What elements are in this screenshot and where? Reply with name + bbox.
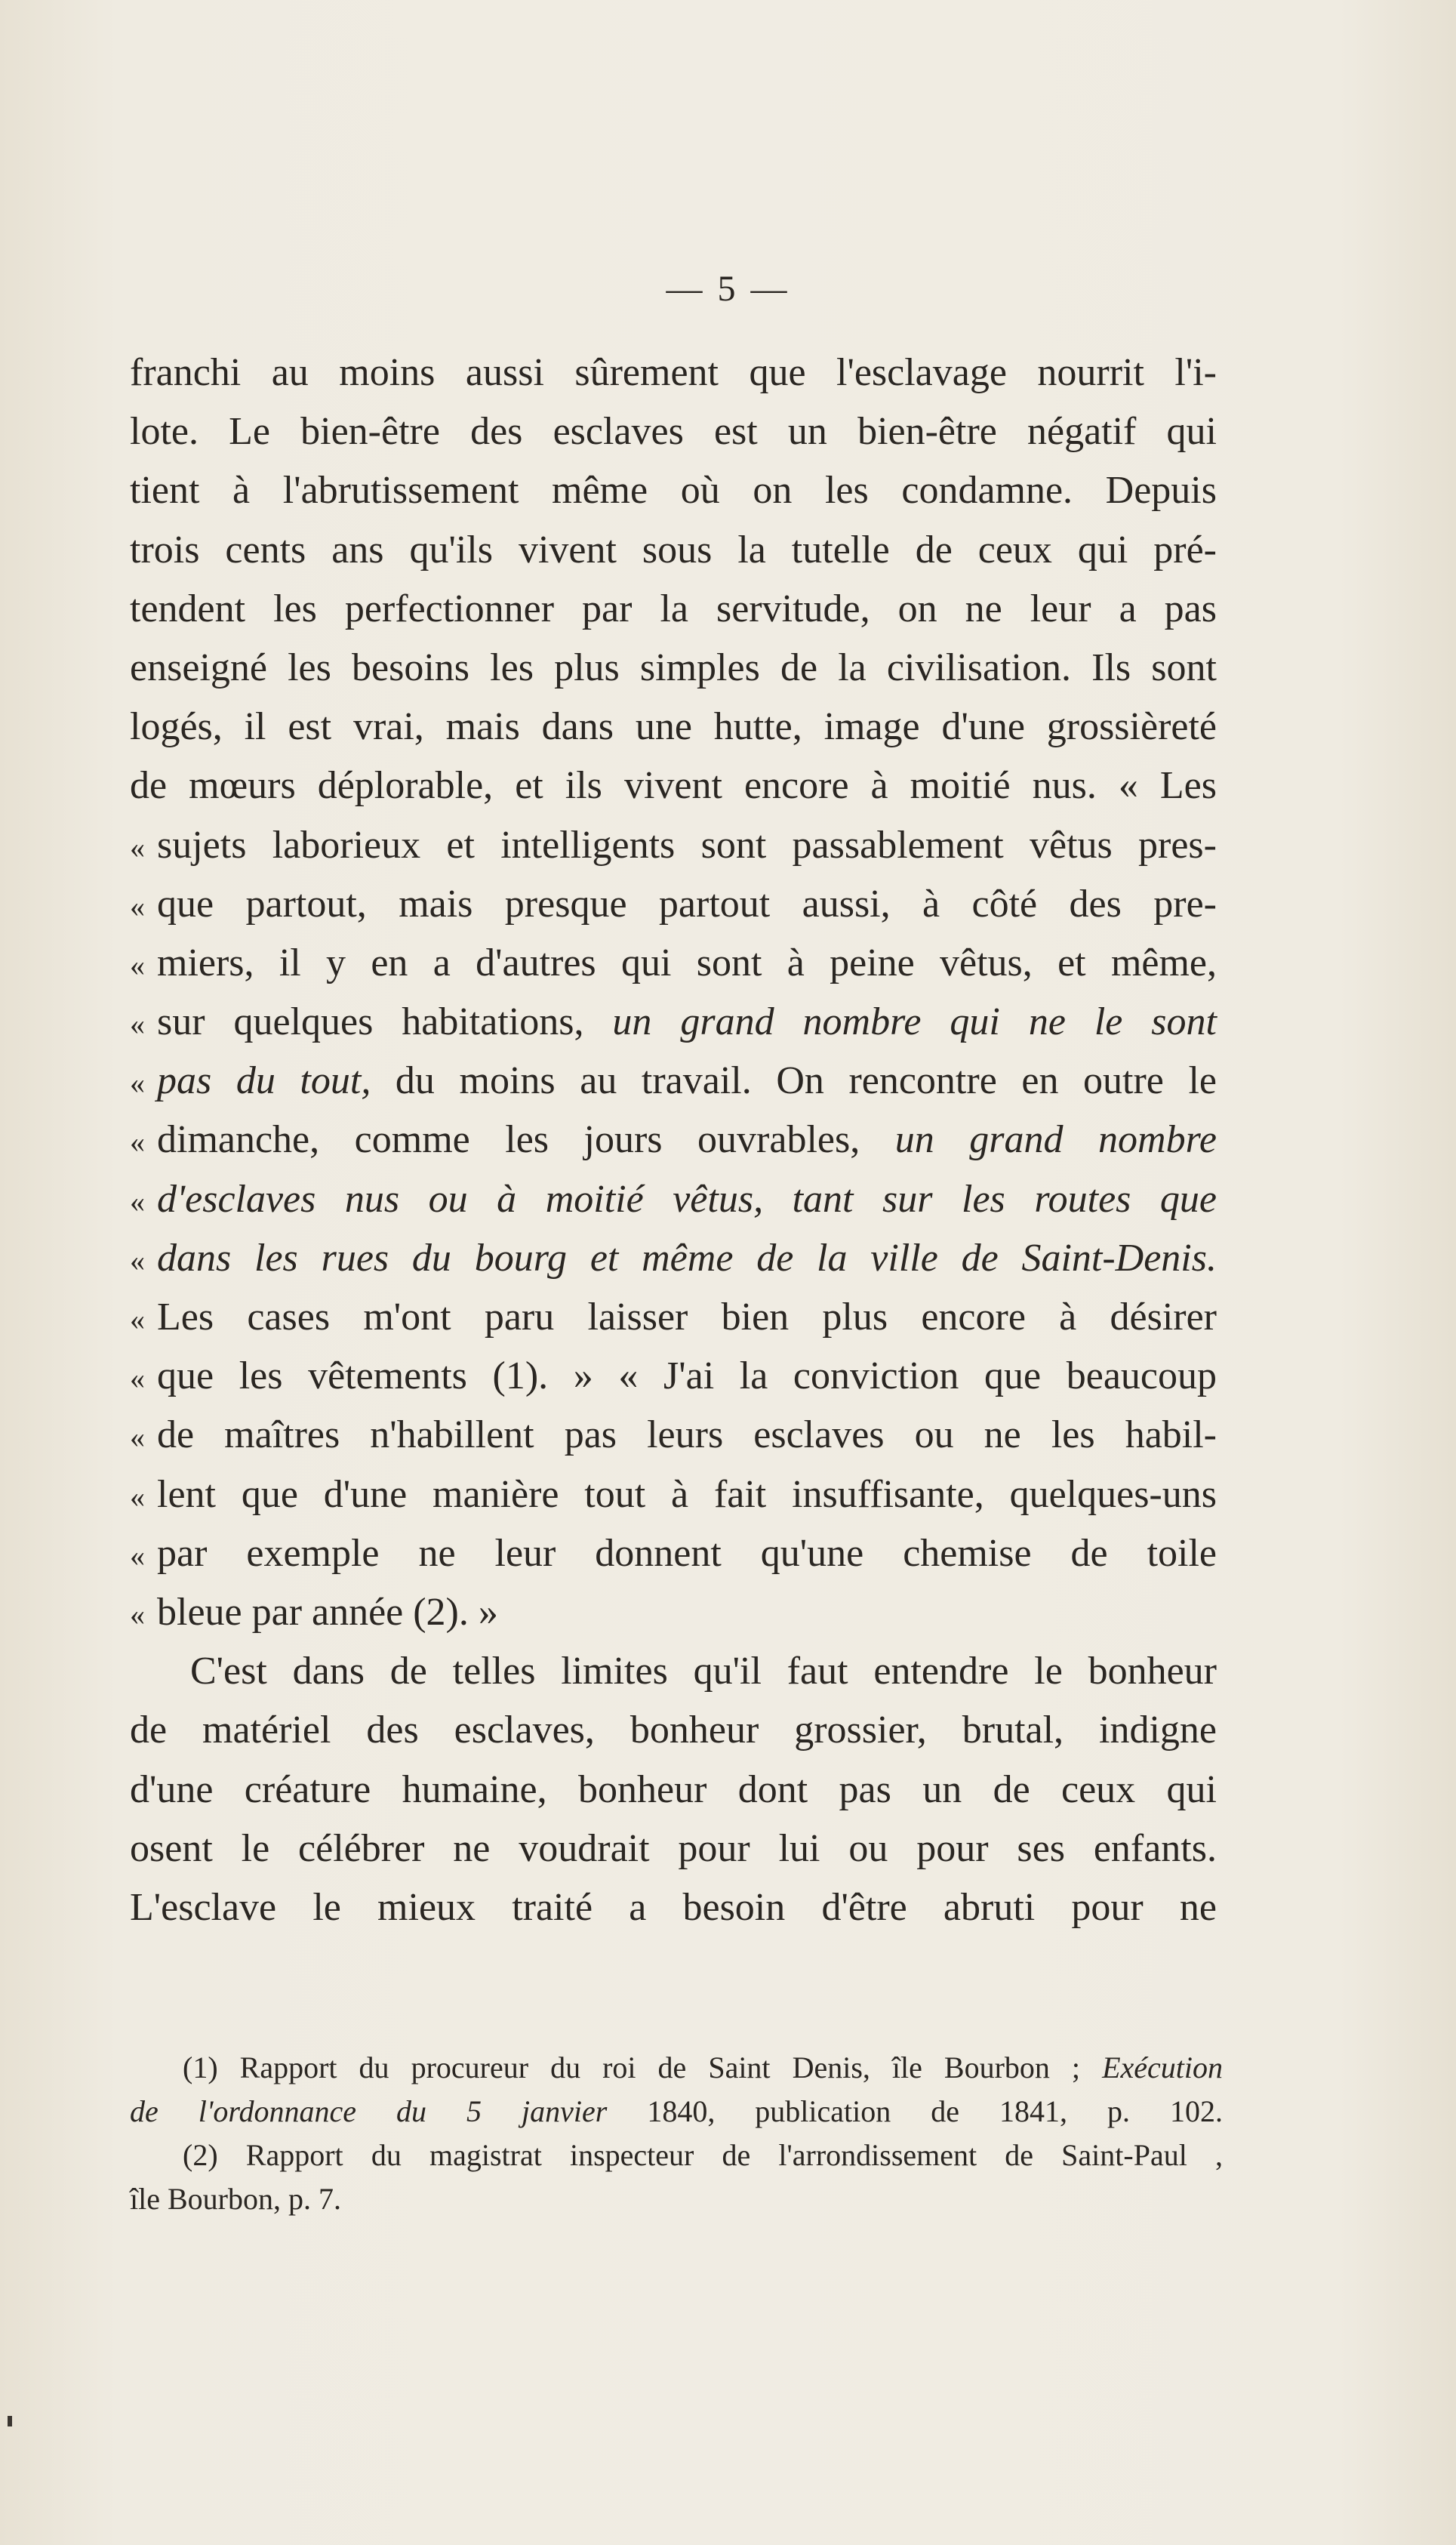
quote-line: [130, 1170, 1217, 1229]
quote-mark: «: [130, 1302, 145, 1336]
quote-line: [130, 1288, 1217, 1347]
text-segment: lent que d'une manière tout à fait insuffisante, quelques-uns: [157, 1472, 1217, 1516]
text-line: lote. Le bien-être des esclaves est un bien-être négatif qui: [130, 410, 1217, 454]
quote-line: [130, 1052, 1217, 1111]
quote-mark: «: [130, 1538, 145, 1573]
quote-mark: «: [130, 1479, 145, 1514]
text-segment: dimanche, comme les jours ouvrables,: [157, 1118, 860, 1162]
text-segment: sur quelques habitations,: [157, 1000, 584, 1044]
text-line: enseigné les besoins les plus simples de la civilisation. Ils sont: [130, 645, 1217, 689]
text-segment: Les cases m'ont paru laisser bien plus encore à désirer: [157, 1296, 1217, 1339]
footnote-italic: Exécution: [1102, 2050, 1224, 2084]
footnote-1-cont: [130, 2090, 1223, 2134]
quote-mark: «: [130, 1361, 145, 1396]
quote-mark: «: [130, 830, 145, 864]
footnote-text: 1840, publication de 1841, p. 102.: [647, 2094, 1224, 2128]
text-segment: miers, il y en a d'autres qui sont à peine vêtus, et même,: [157, 941, 1217, 984]
quote-mark: «: [130, 1125, 145, 1160]
quote-mark: «: [130, 1066, 145, 1101]
text-segment: que partout, mais presque partout aussi, à côté des pre-: [157, 882, 1217, 926]
text-line: tendent les perfectionner par la servitude, on ne leur a pas: [130, 587, 1217, 630]
text-line: osent le célébrer ne voudrait pour lui ou pour ses enfants.: [130, 1826, 1217, 1870]
footnote-1: [130, 2046, 1223, 2090]
page-number: — 5 —: [666, 269, 790, 309]
quote-line: [130, 1583, 1217, 1642]
text-line: franchi au moins aussi sûrement que l'esclavage nourrit l'i-: [130, 351, 1217, 394]
text-line: tient à l'abrutissement même où on les condamne. Depuis: [130, 469, 1217, 513]
quote-mark: «: [130, 1597, 145, 1631]
italic-segment: un grand nombre: [894, 1118, 1217, 1162]
main-text: [130, 344, 1217, 1937]
quote-mark: «: [130, 1184, 145, 1219]
text-line: logés, il est vrai, mais dans une hutte, image d'une grossièreté: [130, 705, 1217, 749]
quote-line: [130, 1111, 1217, 1169]
quote-mark: «: [130, 1243, 145, 1277]
text-line: L'esclave le mieux traité a besoin d'être abruti pour ne: [130, 1885, 1217, 1929]
quote-line: [130, 1229, 1217, 1288]
italic-segment: dans les rues du bourg et même de la ville de Saint-Denis.: [157, 1236, 1217, 1280]
quote-mark: «: [130, 1007, 145, 1042]
italic-segment: un grand nombre qui ne le sont: [612, 1000, 1217, 1044]
italic-segment: pas du tout,: [157, 1059, 371, 1103]
text-line: de mœurs déplorable, et ils vivent encore à moitié nus. « Les: [130, 764, 1217, 808]
quote-line: [130, 816, 1217, 875]
footnote-text: (1) Rapport du procureur du roi de Saint Denis, île Bourbon ;: [183, 2050, 1081, 2084]
text-line: d'une créature humaine, bonheur dont pas un de ceux qui: [130, 1767, 1217, 1811]
quote-mark: «: [130, 1420, 145, 1455]
text-line: de matériel des esclaves, bonheur grossier, brutal, indigne: [130, 1708, 1217, 1752]
quote-line: [130, 1406, 1217, 1465]
ink-mark: [8, 2416, 12, 2426]
text-segment: sujets laborieux et intelligents sont passablement vêtus pres-: [157, 823, 1217, 867]
text-segment: que les vêtements (1). » « J'ai la conviction que beaucoup: [157, 1354, 1217, 1398]
quote-line: [130, 1347, 1217, 1406]
text-segment: du moins au travail. On rencontre en outre le: [395, 1059, 1217, 1103]
quote-line: [130, 1465, 1217, 1524]
text-line: trois cents ans qu'ils vivent sous la tutelle de ceux qui pré-: [130, 528, 1217, 572]
quote-mark: «: [130, 889, 145, 923]
text-segment: de maîtres n'habillent pas leurs esclaves ou ne les habil-: [157, 1413, 1217, 1457]
quote-line: [130, 993, 1217, 1052]
footnote-2-cont: île Bourbon, p. 7.: [130, 2182, 341, 2216]
italic-segment: d'esclaves nus ou à moitié vêtus, tant sur les routes que: [157, 1177, 1217, 1221]
quote-line: [130, 1524, 1217, 1583]
footnote-italic: de l'ordonnance du 5 janvier: [130, 2094, 608, 2128]
quote-line: [130, 875, 1217, 934]
footnotes: [130, 2046, 1223, 2221]
footnote-2: (2) Rapport du magistrat inspecteur de l'arrondissement de Saint-Paul ,: [183, 2138, 1223, 2172]
quote-line: [130, 934, 1217, 993]
text-segment: bleue par année (2). »: [157, 1590, 498, 1634]
quote-mark: «: [130, 947, 145, 982]
paragraph-start: C'est dans de telles limites qu'il faut entendre le bonheur: [190, 1650, 1217, 1693]
text-segment: par exemple ne leur donnent qu'une chemise de toile: [157, 1531, 1217, 1575]
